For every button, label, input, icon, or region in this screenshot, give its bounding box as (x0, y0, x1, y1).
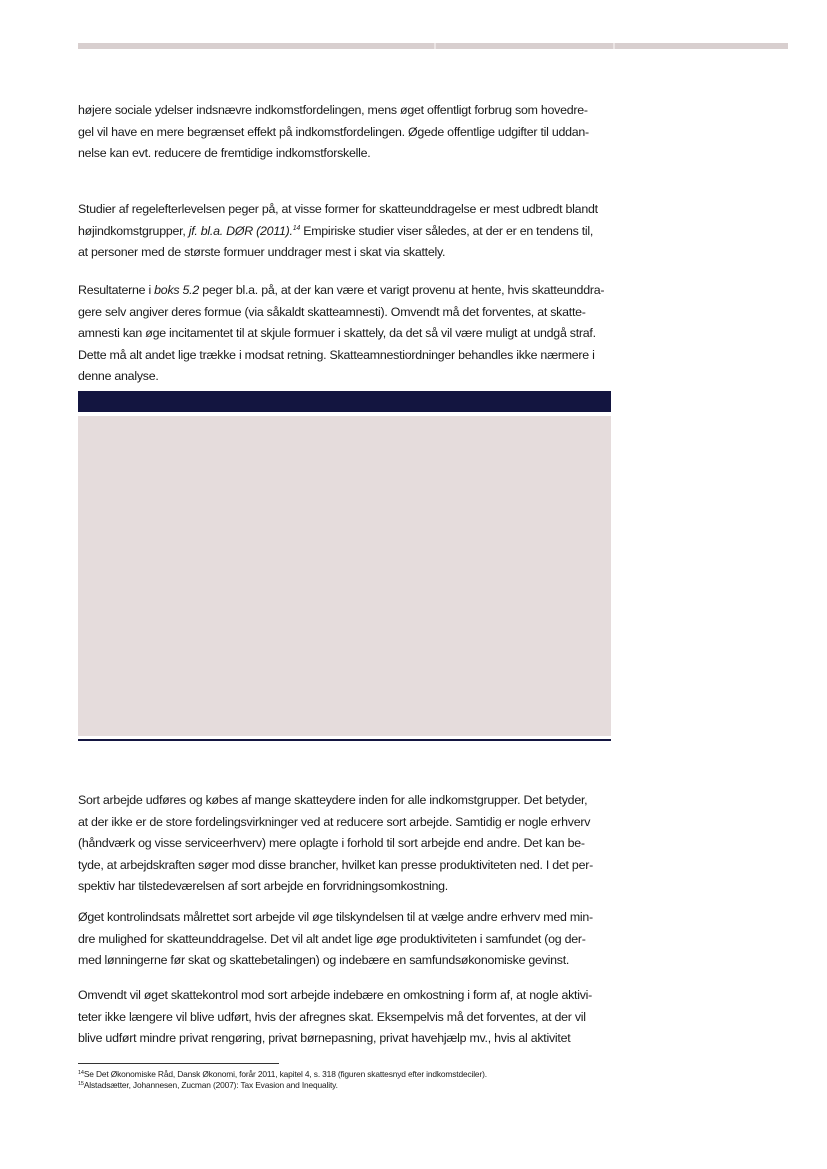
text-line: teter ikke længere vil blive udført, hvis der afregnes skat. Eksempelvis må det forventes, at der vil (78, 1009, 586, 1024)
text-line: spektiv har tilstedeværelsen af sort arbejde en forvridningsomkostning. (78, 879, 448, 893)
box-reference-link[interactable]: boks 5.2 (154, 283, 199, 297)
footnote-number: 15 (78, 1081, 84, 1087)
text-segment: Empiriske studier viser således, at der er en tendens til, (300, 223, 594, 238)
text-line: amnesti kan øge incitamentet til at skjule formuer i skattely, da det så vil være muligt at undgå straf. (78, 326, 596, 340)
box-bottom-rule (78, 739, 611, 741)
text-line: (håndværk og visse serviceerhverv) mere oplagte i forhold til sort arbejde end andre. Det kan be- (78, 836, 585, 850)
text-line (78, 221, 613, 243)
text-line: blive udført mindre privat rengøring, privat børnepasning, privat havehjælp mv., hvis al aktivitet (78, 1031, 571, 1045)
text-segment: peger bl.a. på, at der kan være et varigt provenu at hente, hvis skatteunddra- (199, 283, 605, 297)
text-line (78, 280, 613, 302)
text-line: Dette må alt andet lige trække i modsat retning. Skatteamnestiordninger behandles ikke nærmere i (78, 347, 595, 362)
footnote-14 (78, 1069, 638, 1080)
header-rule-tick (434, 43, 436, 49)
text-line: Studier af regelefterlevelsen peger på, at visse former for skatteunddragelse er mest udbredt blandt (78, 202, 598, 216)
text-line: dre mulighed for skatteunddragelse. Det vil alt andet lige øge produktiviteten i samfundet (og der- (78, 931, 586, 946)
text-line: højere sociale ydelser indsnævre indkomstfordelingen, mens øget offentligt forbrug som hovedre- (78, 103, 588, 117)
text-line: denne analyse. (78, 369, 159, 383)
text-segment: Resultaterne i (78, 283, 155, 297)
text-line: gere selv angiver deres formue (via såkaldt skatteamnesti). Omvendt må det forventes, at skatte- (78, 304, 586, 319)
footnote-separator (78, 1063, 279, 1064)
text-line: at personer med de største formuer unddrager mest i skat via skattely. (78, 245, 446, 259)
footnote-text: Se Det Økonomiske Råd, Dansk Økonomi, forår 2011, kapitel 4, s. 318 (figuren skattesnyd efter indkomstdeciler). (83, 1069, 487, 1079)
text-line: med lønningerne før skat og skattebetalingen) og indebære en samfundsøkonomiske gevinst. (78, 953, 570, 967)
text-line: Omvendt vil øget skattekontrol mod sort arbejde indebære en omkostning i form af, at nogle aktivi- (78, 988, 593, 1002)
text-line: gel vil have en mere begrænset effekt på indkomstfordelingen. Øgede offentlige udgifter til uddan- (78, 124, 589, 139)
text-line: at der ikke er de store fordelingsvirkninger ved at reducere sort arbejde. Samtidig er nogle erhverv (78, 814, 591, 829)
text-line: Sort arbejde udføres og købes af mange skatteydere inden for alle indkomstgrupper. Det betyder, (78, 793, 588, 807)
paragraph-amnesty (78, 280, 613, 388)
paragraph-control-effort (78, 907, 613, 972)
footnote-number: 14 (78, 1070, 84, 1076)
header-rule (78, 43, 788, 49)
citation-link[interactable]: jf. bl.a. DØR (2011). (188, 223, 293, 238)
footnote-15 (78, 1080, 638, 1091)
text-line: Øget kontrolindsats målrettet sort arbejde vil øge tilskyndelsen til at vælge andre erhverv med min- (78, 910, 593, 924)
header-rule-tick (613, 43, 615, 49)
text-line: nelse kan evt. reducere de fremtidige indkomstforskelle. (78, 146, 371, 160)
footnotes (78, 1069, 638, 1091)
box-content-area (78, 416, 611, 736)
footnote-text: Alstadsætter, Johannesen, Zucman (2007): Tax Evasion and Inequality. (83, 1080, 338, 1090)
text-line: tyde, at arbejdskraften søger mod disse brancher, hvilket kan presse produktiviteten ned. I det per- (78, 857, 593, 872)
paragraph-distribution (78, 100, 613, 165)
box-header-bar (78, 391, 611, 412)
footnote-ref-14[interactable]: 14 (292, 224, 301, 232)
paragraph-tax-control-cost (78, 985, 613, 1050)
paragraph-undeclared-work (78, 790, 613, 898)
text-segment: højindkomstgrupper, (78, 223, 189, 238)
paragraph-compliance-studies (78, 199, 613, 264)
